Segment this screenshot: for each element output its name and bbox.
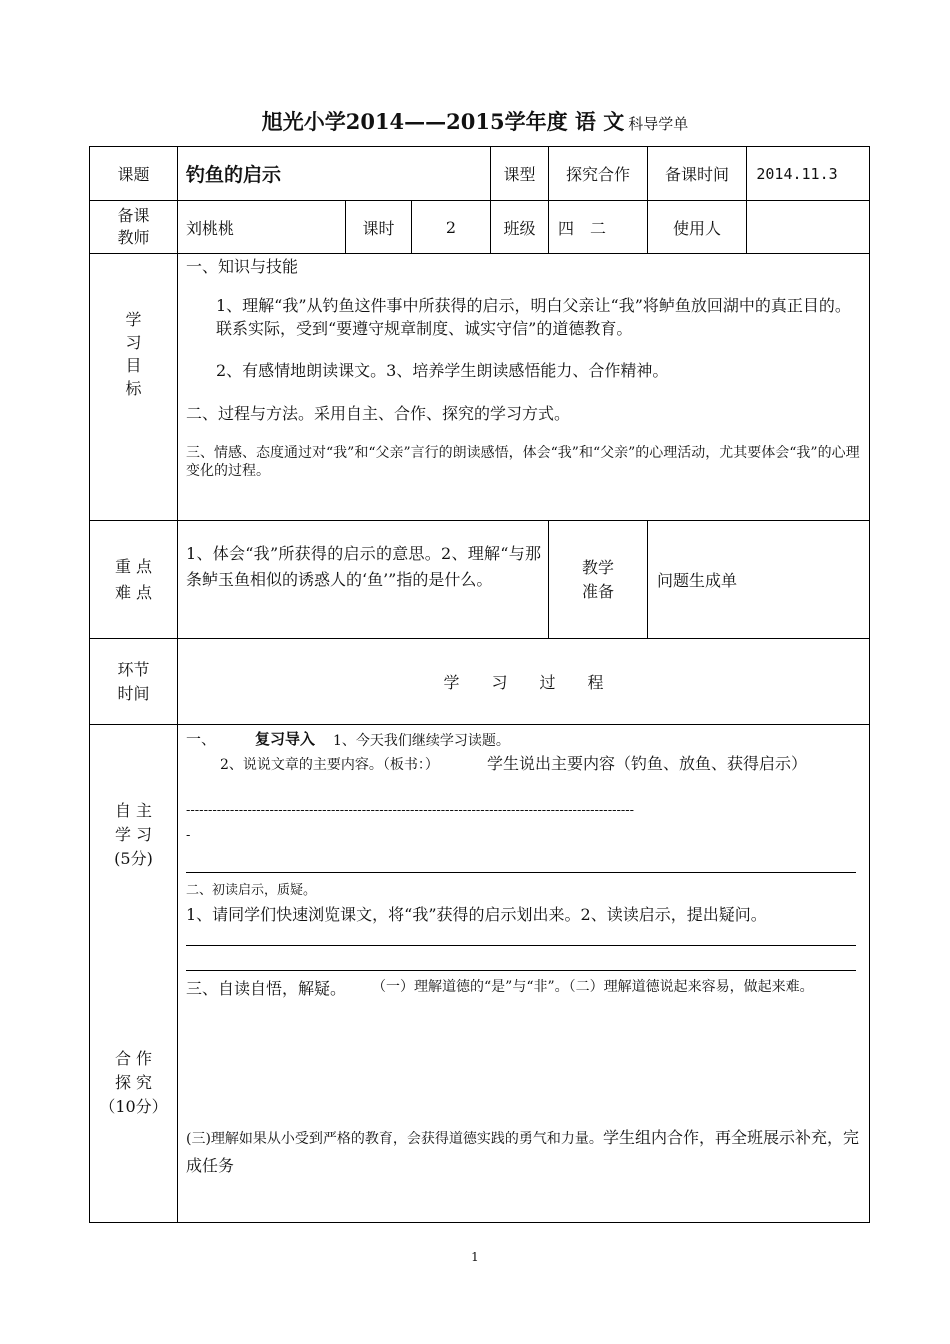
type-value: 探究合作: [565, 165, 630, 184]
intro-number: 一、: [186, 730, 217, 748]
process-header-value: 学 习 过 程: [443, 673, 604, 692]
goals-label: 学 习 目 标: [125, 309, 142, 399]
title-sub: 科导学单: [628, 115, 689, 133]
section-2-text: 1、请同学们快速浏览课文，将“我”获得的启示划出来。2、读读启示，提出疑问。: [186, 905, 767, 924]
type-label: 课型: [503, 165, 536, 184]
teaching-prep-label: 教学 准备: [581, 557, 614, 601]
class-value: 四 二: [558, 218, 607, 238]
answer-line-2: [186, 945, 856, 946]
topic-value: 钓鱼的启示: [186, 164, 282, 186]
answer-line-1: [186, 872, 856, 873]
goals-heading-3: 三、情感、态度通过对“我”和“父亲”言行的朗读感悟，体会“我”和“父亲”的心理活动，尤其要体会“我”的心理变化的过程。: [186, 445, 860, 480]
section-3-text: （一）理解道德的“是”与“非”。（二）理解道德说起来容易，做起来难。: [372, 979, 814, 995]
section-3-part-3: [186, 1124, 862, 1179]
intro-line-2b: 学生说出主要内容（钓鱼、放鱼、获得启示）: [487, 754, 808, 773]
intro-text: 1、今天我们继续学习读题。: [333, 733, 510, 749]
teacher-value: 刘桃桃: [186, 218, 235, 238]
goals-heading-2: 二、过程与方法。采用自主、合作、探究的学习方式。: [186, 404, 571, 423]
page-number: 1: [471, 1250, 479, 1264]
self-study-label: 自 主 学 习 (5分): [114, 801, 153, 868]
hours-value: 2: [445, 217, 457, 237]
section-3-title: 三、自读自悟，解疑。: [186, 979, 347, 998]
keypoints-value: 1、体会“我”所获得的启示的意思。2、理解“与那条鲈玉鱼相似的诱惑人的‘鱼’”指的是什么。: [186, 544, 541, 589]
answer-line-3: [186, 970, 856, 971]
class-label: 班级: [503, 218, 536, 238]
teacher-label: 备课 教师: [117, 206, 150, 247]
dash-line: ------------------------------------------------------------------------------------------------------: [186, 803, 635, 818]
section-3-part-3a: (三)理解如果从小受到严格的教育，会获得道德实践的勇气和力量。: [186, 1131, 603, 1147]
section-2-title: 二、初读启示，质疑。: [186, 883, 317, 898]
goals-paragraph-2: 2、有感情地朗读课文。3、培养学生朗读感悟能力、合作精神。: [216, 361, 669, 380]
teaching-prep-value: 问题生成单: [657, 571, 738, 590]
intro-title: 复习导入: [255, 730, 316, 748]
prep-time-label: 备课时间: [664, 165, 729, 184]
section-3-part-3b: 学生组内合作，再全班展示补充，完成任务: [186, 1128, 859, 1175]
process-header-label: 环节 时间: [117, 659, 150, 703]
dash-tail: -: [186, 828, 191, 843]
user-value: [747, 201, 869, 253]
intro-line-2a: 2、说说文章的主要内容。（板书：）: [220, 757, 439, 773]
keypoints-label: 重 点 难 点: [114, 556, 153, 602]
topic-label: 课题: [117, 165, 150, 184]
goals-heading-1: 一、知识与技能: [186, 257, 299, 276]
user-label: 使用人: [672, 218, 721, 238]
title-main: 旭光小学2014——2015学年度 语 文: [261, 109, 625, 134]
goals-paragraph-1: 1、理解“我”从钓鱼这件事中所获得的启示，明白父亲让“我”将鲈鱼放回湖中的真正目的。联系实际，受到“要遵守规章制度、诚实守信”的道德教育。: [216, 296, 851, 339]
prep-time-value: 2014.11.3: [756, 164, 838, 183]
coop-label: 合 作 探 究 （10分）: [99, 1049, 168, 1116]
hours-label: 课时: [362, 218, 395, 238]
document-title: [0, 106, 950, 136]
